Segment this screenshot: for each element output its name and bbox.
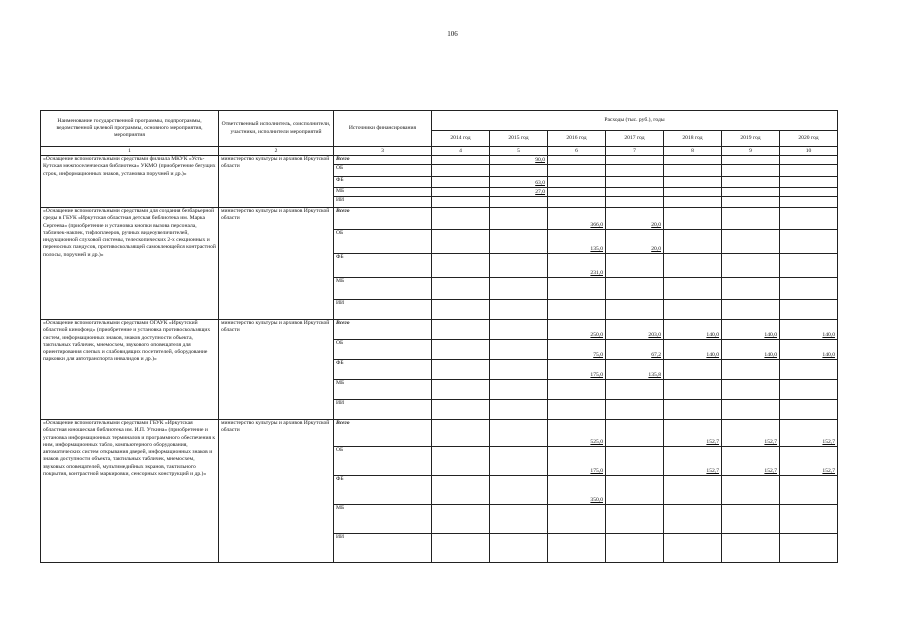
funding-source: ОБ bbox=[334, 230, 432, 254]
column-number: 3 bbox=[334, 147, 432, 156]
amount-cell bbox=[432, 360, 490, 380]
executor: министерство культуры и архивов Иркутской области bbox=[219, 420, 334, 563]
program-name: «Оснащение вспомогательными средствами ОГАУК «Иркутский областной кинофонд» (приобретение и установка противоскользящих систем, информационных знаков, знаков доступности объекта, тактильных табличек, мнемосхем, звукового оповещателя для ориентирования слепых и слабовидящих посетителей, оборудование парковки для автотранспорта инвалидов и др.)» bbox=[41, 320, 219, 420]
funding-source: МБ bbox=[334, 380, 432, 400]
amount-value: 366,0 bbox=[590, 221, 603, 228]
amount-cell bbox=[490, 197, 548, 208]
column-number: 8 bbox=[664, 147, 722, 156]
funding-source: Всего bbox=[334, 208, 432, 230]
amount-cell bbox=[664, 400, 722, 420]
amount-cell bbox=[606, 340, 664, 360]
amount-cell bbox=[490, 420, 548, 447]
amount-cell bbox=[664, 505, 722, 534]
executor: министерство культуры и архивов Иркутской области bbox=[219, 156, 334, 208]
amount-cell bbox=[606, 177, 664, 188]
amount-cell bbox=[490, 254, 548, 278]
amount-cell bbox=[722, 208, 780, 230]
program-name: «Оснащение вспомогательными средствами ГБУК «Иркутская областная юношеская библиотека им. И.П. Уткина» (приобретение и установка информационных терминалов и программного обеспечения к ним, информационных табло, компьютерного оборудования, автоматических систем открывания дверей, информационных знаков и знаков доступности объекта, тактильных табличек, мнемосхем, звуковых оповещателей, мультимедийных экранов, тактильного покрытия, контрастной маркировки, сенсорных конструкций и др.)» bbox=[41, 420, 219, 563]
amount-cell bbox=[548, 165, 606, 177]
amount-cell bbox=[490, 505, 548, 534]
amount-cell bbox=[432, 165, 490, 177]
executor: министерство культуры и архивов Иркутской области bbox=[219, 320, 334, 420]
amount-cell bbox=[548, 476, 606, 505]
funding-source: ФБ bbox=[334, 476, 432, 505]
amount-cell bbox=[606, 320, 664, 340]
amount-cell bbox=[606, 278, 664, 300]
amount-cell bbox=[490, 534, 548, 563]
amount-cell bbox=[780, 177, 838, 188]
amount-cell bbox=[548, 420, 606, 447]
amount-cell bbox=[606, 156, 664, 165]
header-sources: Источники финансирования bbox=[334, 111, 432, 147]
executor: министерство культуры и архивов Иркутской области bbox=[219, 208, 334, 320]
amount-value: 140,0 bbox=[706, 331, 719, 338]
amount-cell bbox=[780, 505, 838, 534]
amount-cell bbox=[722, 505, 780, 534]
amount-value: 63,0 bbox=[535, 179, 545, 186]
funding-source: ИИ bbox=[334, 300, 432, 320]
amount-cell bbox=[606, 197, 664, 208]
amount-cell bbox=[664, 165, 722, 177]
amount-cell bbox=[780, 447, 838, 476]
amount-cell bbox=[780, 360, 838, 380]
amount-cell bbox=[432, 230, 490, 254]
amount-cell bbox=[780, 188, 838, 197]
amount-cell bbox=[664, 360, 722, 380]
amount-cell bbox=[432, 208, 490, 230]
amount-cell bbox=[606, 188, 664, 197]
amount-cell bbox=[606, 400, 664, 420]
column-number: 2 bbox=[219, 147, 334, 156]
amount-cell bbox=[780, 278, 838, 300]
amount-cell bbox=[490, 380, 548, 400]
amount-cell bbox=[432, 534, 490, 563]
amount-cell bbox=[490, 156, 548, 165]
funding-source: ОБ bbox=[334, 447, 432, 476]
amount-cell bbox=[722, 278, 780, 300]
amount-value: 140,0 bbox=[706, 351, 719, 358]
header-year: 2016 год bbox=[548, 131, 606, 147]
program-name: «Оснащение вспомогательными средствами для создания безбарьерной среды в ГБУК «Иркутская областная детская библиотека им. Марка Сергеева» (приобретение и установка кнопки вызова персонала, табличек-накпек, тифлоплееров, ручных видеоувеличителей, индукционной слуховой системы, телескопических 2-х секционных и переносных пандусов, противоскользящей самоклеющейся контрастной полосы, поручней и др.)» bbox=[41, 208, 219, 320]
funding-source: ИИ bbox=[334, 400, 432, 420]
amount-cell bbox=[548, 230, 606, 254]
amount-cell bbox=[490, 230, 548, 254]
amount-value: 140,0 bbox=[822, 331, 835, 338]
column-number: 1 bbox=[41, 147, 219, 156]
amount-cell bbox=[606, 254, 664, 278]
amount-cell bbox=[664, 447, 722, 476]
funding-source: ФБ bbox=[334, 360, 432, 380]
table-row bbox=[41, 208, 838, 230]
amount-value: 75,0 bbox=[593, 351, 603, 358]
amount-value: 152,7 bbox=[822, 438, 835, 445]
funding-source: Всего bbox=[334, 320, 432, 340]
amount-cell bbox=[490, 340, 548, 360]
amount-cell bbox=[664, 278, 722, 300]
amount-value: 135,8 bbox=[648, 371, 661, 378]
amount-cell bbox=[780, 254, 838, 278]
amount-cell bbox=[432, 156, 490, 165]
amount-cell bbox=[490, 476, 548, 505]
amount-cell bbox=[548, 177, 606, 188]
amount-cell bbox=[606, 505, 664, 534]
column-number: 6 bbox=[548, 147, 606, 156]
amount-cell bbox=[548, 320, 606, 340]
amount-value: 152,7 bbox=[764, 467, 777, 474]
amount-cell bbox=[722, 360, 780, 380]
header-year: 2017 год bbox=[606, 131, 664, 147]
amount-cell bbox=[722, 254, 780, 278]
table-row bbox=[41, 156, 838, 165]
funding-source: ИИ bbox=[334, 534, 432, 563]
amount-value: 152,7 bbox=[706, 438, 719, 445]
amount-cell bbox=[548, 380, 606, 400]
amount-cell bbox=[664, 300, 722, 320]
amount-cell bbox=[548, 505, 606, 534]
funding-source: ОБ bbox=[334, 340, 432, 360]
amount-value: 27,0 bbox=[535, 188, 545, 195]
amount-cell bbox=[432, 340, 490, 360]
amount-value: 140,0 bbox=[764, 351, 777, 358]
funding-source: ИИ bbox=[334, 197, 432, 208]
amount-cell bbox=[722, 320, 780, 340]
amount-value: 152,7 bbox=[822, 467, 835, 474]
amount-cell bbox=[722, 420, 780, 447]
amount-cell bbox=[722, 340, 780, 360]
amount-cell bbox=[490, 360, 548, 380]
amount-cell bbox=[606, 230, 664, 254]
amount-cell bbox=[432, 380, 490, 400]
amount-cell bbox=[606, 300, 664, 320]
amount-cell bbox=[606, 360, 664, 380]
amount-cell bbox=[548, 278, 606, 300]
amount-cell bbox=[548, 340, 606, 360]
amount-cell bbox=[780, 197, 838, 208]
amount-cell bbox=[606, 208, 664, 230]
amount-cell bbox=[722, 156, 780, 165]
amount-cell bbox=[780, 476, 838, 505]
column-number: 5 bbox=[490, 147, 548, 156]
header-year: 2014 год bbox=[432, 131, 490, 147]
table-row bbox=[41, 420, 838, 447]
amount-cell bbox=[664, 420, 722, 447]
header-year: 2020 год bbox=[780, 131, 838, 147]
budget-table bbox=[40, 110, 838, 563]
amount-cell bbox=[664, 320, 722, 340]
amount-cell bbox=[432, 400, 490, 420]
column-number: 4 bbox=[432, 147, 490, 156]
amount-cell bbox=[664, 230, 722, 254]
amount-value: 20,0 bbox=[651, 221, 661, 228]
funding-source: Всего bbox=[334, 420, 432, 447]
funding-source: ФБ bbox=[334, 254, 432, 278]
amount-cell bbox=[490, 208, 548, 230]
amount-value: 525,0 bbox=[590, 438, 603, 445]
amount-value: 203,0 bbox=[648, 331, 661, 338]
amount-cell bbox=[722, 300, 780, 320]
amount-cell bbox=[432, 177, 490, 188]
amount-cell bbox=[664, 208, 722, 230]
amount-cell bbox=[664, 156, 722, 165]
amount-cell bbox=[664, 177, 722, 188]
header-year: 2019 год bbox=[722, 131, 780, 147]
amount-cell bbox=[432, 320, 490, 340]
funding-source: МБ bbox=[334, 505, 432, 534]
amount-cell bbox=[432, 300, 490, 320]
amount-cell bbox=[548, 447, 606, 476]
amount-cell bbox=[548, 197, 606, 208]
amount-cell bbox=[548, 156, 606, 165]
amount-cell bbox=[432, 278, 490, 300]
amount-cell bbox=[606, 420, 664, 447]
amount-cell bbox=[664, 254, 722, 278]
amount-value: 135,0 bbox=[590, 245, 603, 252]
amount-cell bbox=[432, 197, 490, 208]
amount-cell bbox=[780, 420, 838, 447]
amount-cell bbox=[548, 300, 606, 320]
amount-cell bbox=[664, 476, 722, 505]
amount-cell bbox=[780, 165, 838, 177]
amount-cell bbox=[432, 254, 490, 278]
amount-value: 152,7 bbox=[706, 467, 719, 474]
funding-source: ОБ bbox=[334, 165, 432, 177]
amount-cell bbox=[490, 165, 548, 177]
amount-cell bbox=[490, 177, 548, 188]
amount-cell bbox=[432, 505, 490, 534]
header-expenses: Расходы (тыс. руб.), годы bbox=[432, 111, 838, 131]
amount-value: 152,7 bbox=[764, 438, 777, 445]
amount-cell bbox=[548, 208, 606, 230]
amount-cell bbox=[606, 380, 664, 400]
amount-cell bbox=[722, 197, 780, 208]
amount-cell bbox=[490, 300, 548, 320]
funding-source: ФБ bbox=[334, 177, 432, 188]
amount-cell bbox=[490, 400, 548, 420]
amount-cell bbox=[664, 197, 722, 208]
amount-value: 175,0 bbox=[590, 371, 603, 378]
amount-value: 67,2 bbox=[651, 351, 661, 358]
amount-cell bbox=[722, 230, 780, 254]
amount-value: 250,0 bbox=[590, 331, 603, 338]
amount-cell bbox=[606, 447, 664, 476]
amount-cell bbox=[780, 340, 838, 360]
program-name: «Оснащение вспомогательными средствами филиала МКУК «Усть-Кутская межпоселенческая библиотека» УКМО (приобретение бегущих строк, информационных знаков, установка поручней и др.)» bbox=[41, 156, 219, 208]
page-number: 106 bbox=[447, 30, 458, 38]
amount-cell bbox=[432, 188, 490, 197]
funding-source: МБ bbox=[334, 188, 432, 197]
amount-cell bbox=[780, 208, 838, 230]
amount-value: 90,0 bbox=[535, 156, 545, 163]
amount-cell bbox=[432, 476, 490, 505]
amount-cell bbox=[722, 380, 780, 400]
amount-cell bbox=[548, 400, 606, 420]
amount-cell bbox=[780, 400, 838, 420]
amount-cell bbox=[490, 278, 548, 300]
amount-cell bbox=[664, 380, 722, 400]
amount-cell bbox=[780, 380, 838, 400]
amount-cell bbox=[722, 165, 780, 177]
amount-cell bbox=[490, 447, 548, 476]
amount-value: 20,0 bbox=[651, 245, 661, 252]
header-year: 2018 год bbox=[664, 131, 722, 147]
amount-cell bbox=[606, 476, 664, 505]
amount-cell bbox=[490, 188, 548, 197]
funding-source: МБ bbox=[334, 278, 432, 300]
amount-cell bbox=[432, 420, 490, 447]
amount-cell bbox=[722, 534, 780, 563]
amount-cell bbox=[780, 320, 838, 340]
amount-value: 175,0 bbox=[590, 467, 603, 474]
amount-cell bbox=[664, 534, 722, 563]
amount-value: 140,0 bbox=[764, 331, 777, 338]
amount-cell bbox=[432, 447, 490, 476]
amount-cell bbox=[664, 188, 722, 197]
amount-cell bbox=[548, 254, 606, 278]
amount-cell bbox=[780, 534, 838, 563]
amount-cell bbox=[722, 177, 780, 188]
column-number: 7 bbox=[606, 147, 664, 156]
amount-cell bbox=[722, 400, 780, 420]
table-row bbox=[41, 320, 838, 340]
amount-cell bbox=[722, 476, 780, 505]
amount-cell bbox=[606, 534, 664, 563]
amount-cell bbox=[548, 188, 606, 197]
amount-value: 350,0 bbox=[590, 496, 603, 503]
amount-cell bbox=[490, 320, 548, 340]
column-number: 10 bbox=[780, 147, 838, 156]
amount-cell bbox=[548, 534, 606, 563]
amount-cell bbox=[548, 360, 606, 380]
header-executor: Ответственный исполнитель, соисполнители, участники, исполнители мероприятий bbox=[219, 111, 334, 147]
amount-cell bbox=[722, 188, 780, 197]
amount-value: 140,0 bbox=[822, 351, 835, 358]
column-number: 9 bbox=[722, 147, 780, 156]
amount-cell bbox=[780, 300, 838, 320]
amount-cell bbox=[780, 156, 838, 165]
header-program: Наименование государственной программы, подпрограммы, ведомственной целевой программы, основного мероприятия, мероприятия bbox=[41, 111, 219, 147]
amount-cell bbox=[780, 230, 838, 254]
amount-cell bbox=[664, 340, 722, 360]
funding-source: Всего bbox=[334, 156, 432, 165]
header-year: 2015 год bbox=[490, 131, 548, 147]
amount-value: 231,0 bbox=[590, 269, 603, 276]
amount-cell bbox=[722, 447, 780, 476]
amount-cell bbox=[606, 165, 664, 177]
